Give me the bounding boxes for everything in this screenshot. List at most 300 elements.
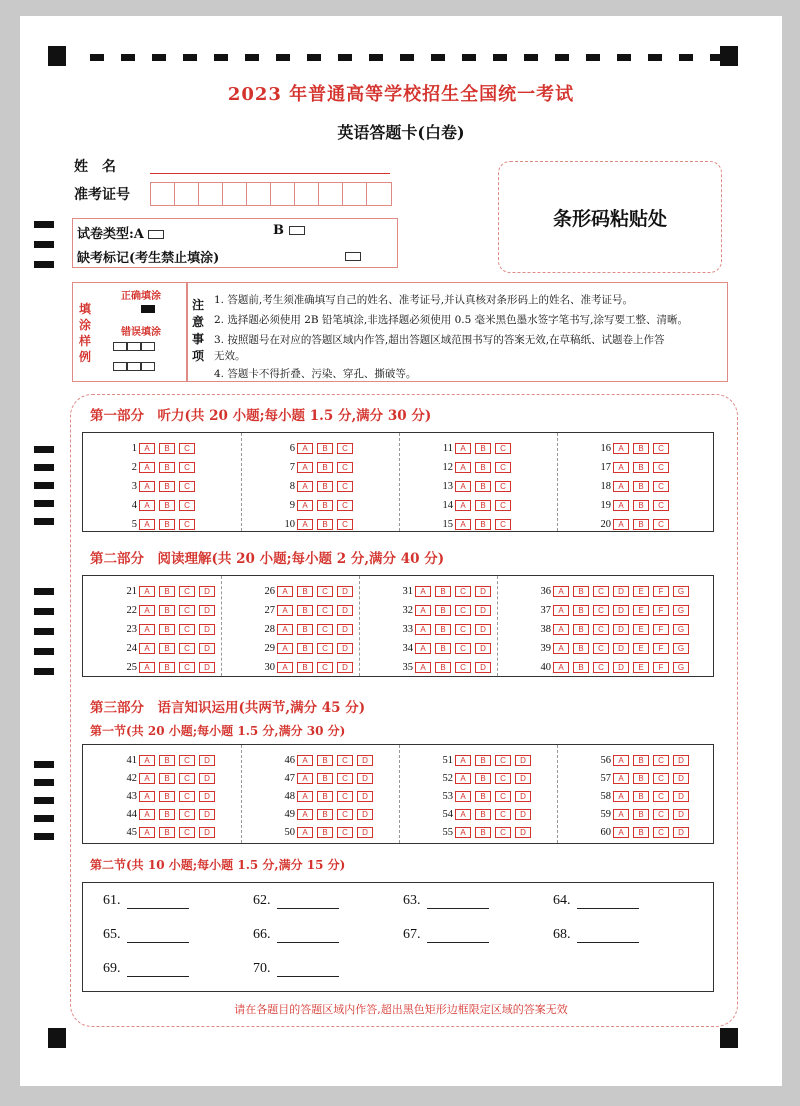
answer-bubble[interactable]: A bbox=[139, 462, 155, 473]
answer-bubble[interactable]: B bbox=[633, 462, 649, 473]
answer-bubble[interactable]: B bbox=[633, 755, 649, 766]
answer-bubble[interactable]: B bbox=[317, 755, 333, 766]
answer-bubble[interactable]: B bbox=[475, 462, 491, 473]
question-number: 50 bbox=[284, 827, 295, 838]
answer-bubble[interactable]: C bbox=[317, 586, 333, 597]
answer-bubble[interactable]: A bbox=[613, 462, 629, 473]
answer-bubble[interactable]: B bbox=[573, 605, 589, 616]
answer-bubble[interactable]: C bbox=[455, 643, 471, 654]
timing-mark bbox=[34, 608, 54, 615]
answer-bubble[interactable]: B bbox=[159, 624, 175, 635]
question-number: 12 bbox=[442, 462, 453, 473]
answer-bubble[interactable]: C bbox=[495, 443, 511, 454]
answer-bubble[interactable]: D bbox=[357, 773, 373, 784]
answer-bubble[interactable]: B bbox=[435, 643, 451, 654]
answer-bubble[interactable]: A bbox=[455, 791, 471, 802]
fill-blank-number: 67. bbox=[403, 927, 421, 942]
question-number: 37 bbox=[540, 605, 551, 616]
answer-bubble[interactable]: B bbox=[159, 500, 175, 511]
answer-bubble[interactable]: C bbox=[337, 773, 353, 784]
answer-bubble[interactable]: B bbox=[573, 662, 589, 673]
answer-bubble[interactable]: A bbox=[297, 481, 313, 492]
answer-bubble[interactable]: D bbox=[613, 605, 629, 616]
answer-bubble[interactable]: G bbox=[673, 586, 689, 597]
answer-bubble[interactable]: C bbox=[495, 827, 511, 838]
answer-bubble[interactable]: C bbox=[653, 481, 669, 492]
answer-bubble[interactable]: D bbox=[199, 827, 215, 838]
question-number: 46 bbox=[284, 755, 295, 766]
answer-bubble[interactable]: A bbox=[553, 662, 569, 673]
answer-bubble[interactable]: A bbox=[553, 624, 569, 635]
answer-bubble[interactable]: C bbox=[337, 500, 353, 511]
answer-bubble[interactable]: F bbox=[653, 605, 669, 616]
question-row bbox=[595, 827, 693, 838]
answer-bubble[interactable]: B bbox=[159, 827, 175, 838]
timing-mark bbox=[431, 54, 445, 61]
answer-bubble[interactable]: A bbox=[415, 643, 431, 654]
fill-blank-item bbox=[253, 961, 339, 977]
question-number: 11 bbox=[442, 443, 453, 454]
timing-mark bbox=[183, 54, 197, 61]
answer-bubble[interactable]: A bbox=[297, 519, 313, 530]
answer-bubble[interactable]: A bbox=[455, 773, 471, 784]
answer-bubble[interactable]: G bbox=[673, 662, 689, 673]
answer-bubble[interactable]: C bbox=[495, 462, 511, 473]
answer-bubble[interactable]: A bbox=[553, 586, 569, 597]
answer-bubble[interactable]: C bbox=[337, 791, 353, 802]
answer-bubble[interactable]: C bbox=[179, 500, 195, 511]
answer-bubble[interactable]: A bbox=[139, 586, 155, 597]
answer-bubble[interactable]: D bbox=[515, 809, 531, 820]
answer-bubble[interactable]: B bbox=[633, 443, 649, 454]
answer-bubble[interactable]: A bbox=[553, 643, 569, 654]
answer-bubble[interactable]: A bbox=[297, 809, 313, 820]
timing-mark bbox=[34, 628, 54, 635]
answer-bubble[interactable]: D bbox=[515, 791, 531, 802]
answer-bubble[interactable]: C bbox=[179, 481, 195, 492]
answer-bubble[interactable]: C bbox=[653, 791, 669, 802]
answer-bubble[interactable]: C bbox=[337, 755, 353, 766]
answer-bubble[interactable]: C bbox=[495, 755, 511, 766]
answer-bubble[interactable]: D bbox=[199, 643, 215, 654]
answer-bubble[interactable]: B bbox=[475, 827, 491, 838]
answer-bubble[interactable]: D bbox=[199, 624, 215, 635]
answer-bubble[interactable]: C bbox=[337, 519, 353, 530]
answer-bubble[interactable]: C bbox=[179, 773, 195, 784]
answer-bubble[interactable]: C bbox=[179, 643, 195, 654]
answer-bubble[interactable]: C bbox=[653, 773, 669, 784]
answer-bubble[interactable]: B bbox=[475, 791, 491, 802]
fill-blank-line[interactable] bbox=[277, 929, 339, 943]
question-row bbox=[397, 643, 495, 654]
answer-bubble[interactable]: B bbox=[297, 605, 313, 616]
answer-bubble[interactable]: D bbox=[199, 809, 215, 820]
answer-bubble[interactable]: B bbox=[633, 500, 649, 511]
answer-bubble[interactable]: D bbox=[199, 586, 215, 597]
question-row bbox=[437, 500, 515, 511]
answer-bubble[interactable]: D bbox=[337, 643, 353, 654]
answer-bubble[interactable]: D bbox=[515, 827, 531, 838]
fill-blank-line[interactable] bbox=[427, 929, 489, 943]
answer-bubble[interactable]: B bbox=[435, 586, 451, 597]
question-number: 21 bbox=[126, 586, 137, 597]
answer-bubble[interactable]: A bbox=[613, 791, 629, 802]
part3-title: 第三部分 语言知识运用(共两节,满分 45 分) bbox=[90, 700, 366, 716]
question-number: 59 bbox=[600, 809, 611, 820]
answer-bubble[interactable]: D bbox=[337, 624, 353, 635]
answer-bubble[interactable]: C bbox=[179, 755, 195, 766]
question-number: 42 bbox=[126, 773, 137, 784]
answer-bubble[interactable]: C bbox=[455, 586, 471, 597]
answer-bubble[interactable]: B bbox=[297, 586, 313, 597]
answer-bubble[interactable]: D bbox=[673, 791, 689, 802]
answer-bubble[interactable]: D bbox=[337, 586, 353, 597]
answer-bubble[interactable]: B bbox=[159, 481, 175, 492]
name-field[interactable] bbox=[150, 173, 390, 174]
answer-bubble[interactable]: A bbox=[139, 443, 155, 454]
answer-bubble[interactable]: C bbox=[495, 481, 511, 492]
answer-bubble[interactable]: C bbox=[337, 481, 353, 492]
answer-bubble[interactable]: B bbox=[317, 481, 333, 492]
answer-bubble[interactable]: C bbox=[593, 662, 609, 673]
answer-bubble[interactable]: A bbox=[455, 481, 471, 492]
answer-bubble[interactable]: A bbox=[613, 519, 629, 530]
answer-bubble[interactable]: C bbox=[179, 462, 195, 473]
answer-bubble[interactable]: D bbox=[199, 791, 215, 802]
answer-bubble[interactable]: F bbox=[653, 643, 669, 654]
question-row bbox=[121, 643, 219, 654]
answer-bubble[interactable]: A bbox=[297, 443, 313, 454]
answer-bubble[interactable]: D bbox=[337, 605, 353, 616]
answer-bubble[interactable]: D bbox=[673, 809, 689, 820]
answer-bubble[interactable]: C bbox=[653, 462, 669, 473]
fill-blank-item bbox=[103, 927, 189, 943]
answer-bubble[interactable]: B bbox=[435, 662, 451, 673]
answer-bubble[interactable]: A bbox=[139, 662, 155, 673]
answer-bubble[interactable]: C bbox=[337, 462, 353, 473]
answer-bubble[interactable]: B bbox=[317, 773, 333, 784]
fill-blank-line[interactable] bbox=[427, 895, 489, 909]
answer-bubble[interactable]: A bbox=[139, 809, 155, 820]
answer-bubble[interactable]: B bbox=[573, 586, 589, 597]
fill-blank-line[interactable] bbox=[127, 929, 189, 943]
timing-mark bbox=[555, 54, 569, 61]
answer-bubble[interactable]: B bbox=[475, 481, 491, 492]
answer-bubble[interactable]: B bbox=[159, 605, 175, 616]
question-row bbox=[437, 809, 535, 820]
answer-bubble[interactable]: D bbox=[337, 662, 353, 673]
answer-bubble[interactable]: B bbox=[159, 809, 175, 820]
answer-bubble[interactable]: A bbox=[455, 755, 471, 766]
answer-bubble[interactable]: A bbox=[277, 605, 293, 616]
answer-bubble[interactable]: C bbox=[653, 809, 669, 820]
answer-bubble[interactable]: C bbox=[653, 500, 669, 511]
answer-bubble[interactable]: B bbox=[633, 519, 649, 530]
answer-bubble[interactable]: A bbox=[455, 462, 471, 473]
answer-bubble[interactable]: A bbox=[297, 500, 313, 511]
answer-bubble[interactable]: C bbox=[593, 586, 609, 597]
answer-bubble[interactable]: C bbox=[653, 519, 669, 530]
answer-bubble[interactable]: A bbox=[415, 586, 431, 597]
answer-bubble[interactable]: A bbox=[613, 827, 629, 838]
answer-bubble[interactable]: B bbox=[317, 791, 333, 802]
answer-bubble[interactable]: A bbox=[277, 586, 293, 597]
answer-bubble[interactable]: A bbox=[613, 755, 629, 766]
fill-blank-line[interactable] bbox=[577, 929, 639, 943]
answer-bubble[interactable]: E bbox=[633, 624, 649, 635]
answer-bubble[interactable]: C bbox=[653, 827, 669, 838]
answer-bubble[interactable]: B bbox=[297, 643, 313, 654]
timing-mark bbox=[34, 588, 54, 595]
answer-bubble[interactable]: C bbox=[455, 605, 471, 616]
correct-fill-sample bbox=[141, 305, 155, 313]
answer-bubble[interactable]: B bbox=[159, 643, 175, 654]
answer-bubble[interactable]: A bbox=[415, 624, 431, 635]
answer-bubble[interactable]: D bbox=[357, 809, 373, 820]
answer-bubble[interactable]: A bbox=[455, 827, 471, 838]
question-number: 29 bbox=[264, 643, 275, 654]
answer-bubble[interactable]: A bbox=[415, 662, 431, 673]
question-number: 51 bbox=[442, 755, 453, 766]
fill-blank-line[interactable] bbox=[277, 895, 339, 909]
answer-bubble[interactable]: B bbox=[633, 809, 649, 820]
answer-bubble[interactable]: B bbox=[435, 624, 451, 635]
absent-mark-box[interactable] bbox=[345, 252, 361, 261]
answer-bubble[interactable]: B bbox=[159, 755, 175, 766]
answer-bubble[interactable]: A bbox=[139, 827, 155, 838]
answer-bubble[interactable]: C bbox=[179, 443, 195, 454]
answer-bubble[interactable]: A bbox=[139, 519, 155, 530]
fill-blank-line[interactable] bbox=[127, 963, 189, 977]
answer-bubble[interactable]: D bbox=[199, 605, 215, 616]
answer-bubble[interactable]: A bbox=[455, 500, 471, 511]
answer-bubble[interactable]: D bbox=[613, 586, 629, 597]
answer-bubble[interactable]: A bbox=[613, 481, 629, 492]
timing-mark bbox=[679, 54, 693, 61]
answer-bubble[interactable]: B bbox=[475, 443, 491, 454]
answer-bubble[interactable]: C bbox=[317, 605, 333, 616]
answer-bubble[interactable]: D bbox=[357, 791, 373, 802]
answer-bubble[interactable]: G bbox=[673, 643, 689, 654]
timing-mark bbox=[90, 54, 104, 61]
answer-bubble[interactable]: A bbox=[139, 791, 155, 802]
answer-bubble[interactable]: C bbox=[179, 605, 195, 616]
answer-bubble[interactable]: B bbox=[317, 462, 333, 473]
answer-bubble[interactable]: A bbox=[297, 462, 313, 473]
answer-bubble[interactable]: D bbox=[199, 755, 215, 766]
answer-bubble[interactable]: B bbox=[435, 605, 451, 616]
answer-bubble[interactable]: D bbox=[515, 773, 531, 784]
answer-bubble[interactable]: F bbox=[653, 662, 669, 673]
answer-bubble[interactable]: C bbox=[495, 791, 511, 802]
answer-bubble[interactable]: A bbox=[139, 624, 155, 635]
answer-bubble[interactable]: B bbox=[297, 662, 313, 673]
answer-bubble[interactable]: A bbox=[297, 791, 313, 802]
question-row bbox=[121, 586, 219, 597]
answer-bubble[interactable]: C bbox=[337, 443, 353, 454]
fill-blank-number: 63. bbox=[403, 893, 421, 908]
answer-bubble[interactable]: B bbox=[297, 624, 313, 635]
id-number-boxes[interactable] bbox=[150, 182, 392, 206]
answer-bubble[interactable]: B bbox=[317, 500, 333, 511]
question-number: 10 bbox=[284, 519, 295, 530]
paper-type-b-box[interactable] bbox=[289, 226, 305, 235]
answer-bubble[interactable]: E bbox=[633, 586, 649, 597]
answer-bubble[interactable]: B bbox=[573, 624, 589, 635]
answer-bubble[interactable]: A bbox=[297, 755, 313, 766]
question-row bbox=[279, 809, 377, 820]
answer-bubble[interactable]: G bbox=[673, 624, 689, 635]
answer-bubble[interactable]: B bbox=[475, 500, 491, 511]
answer-bubble[interactable]: A bbox=[277, 624, 293, 635]
answer-bubble[interactable]: C bbox=[495, 500, 511, 511]
column-divider bbox=[497, 576, 498, 676]
answer-bubble[interactable]: B bbox=[573, 643, 589, 654]
answer-bubble[interactable]: C bbox=[337, 809, 353, 820]
answer-bubble[interactable]: B bbox=[633, 791, 649, 802]
answer-bubble[interactable]: B bbox=[633, 827, 649, 838]
answer-bubble[interactable]: C bbox=[495, 809, 511, 820]
answer-bubble[interactable]: B bbox=[159, 462, 175, 473]
footer-note: 请在各题目的答题区域内作答,超出黑色矩形边框限定区域的答案无效 bbox=[234, 1003, 568, 1016]
answer-bubble[interactable]: A bbox=[415, 605, 431, 616]
answer-bubble[interactable]: C bbox=[593, 643, 609, 654]
answer-bubble[interactable]: C bbox=[337, 827, 353, 838]
answer-bubble[interactable]: C bbox=[653, 443, 669, 454]
answer-bubble[interactable]: B bbox=[159, 443, 175, 454]
answer-bubble[interactable]: C bbox=[495, 773, 511, 784]
corner-mark bbox=[48, 1028, 66, 1048]
answer-bubble[interactable]: D bbox=[515, 755, 531, 766]
answer-bubble[interactable]: D bbox=[475, 662, 491, 673]
answer-bubble[interactable]: G bbox=[673, 605, 689, 616]
fill-blank-line[interactable] bbox=[277, 963, 339, 977]
answer-bubble[interactable]: A bbox=[139, 605, 155, 616]
answer-bubble[interactable]: D bbox=[613, 662, 629, 673]
fill-blank-line[interactable] bbox=[577, 895, 639, 909]
answer-bubble[interactable]: B bbox=[317, 519, 333, 530]
answer-bubble[interactable]: D bbox=[357, 827, 373, 838]
answer-bubble[interactable]: C bbox=[593, 624, 609, 635]
answer-bubble[interactable]: D bbox=[475, 643, 491, 654]
answer-bubble[interactable]: E bbox=[633, 605, 649, 616]
question-number: 3 bbox=[131, 481, 137, 492]
answer-bubble[interactable]: C bbox=[179, 809, 195, 820]
answer-bubble[interactable]: A bbox=[455, 809, 471, 820]
answer-bubble[interactable]: D bbox=[673, 755, 689, 766]
answer-bubble[interactable]: A bbox=[139, 481, 155, 492]
answer-bubble[interactable]: A bbox=[277, 643, 293, 654]
question-number: 39 bbox=[540, 643, 551, 654]
instruction-1: 1. 答题前,考生须准确填写自己的姓名、准考证号,并认真核对条形码上的姓名、准考证号。 bbox=[214, 294, 634, 306]
answer-bubble[interactable]: C bbox=[179, 791, 195, 802]
question-row bbox=[535, 662, 693, 673]
answer-bubble[interactable]: A bbox=[139, 643, 155, 654]
answer-bubble[interactable]: D bbox=[475, 586, 491, 597]
answer-bubble[interactable]: D bbox=[475, 605, 491, 616]
answer-bubble[interactable]: C bbox=[317, 643, 333, 654]
fill-blank-line[interactable] bbox=[127, 895, 189, 909]
answer-bubble[interactable]: C bbox=[179, 519, 195, 530]
answer-bubble[interactable]: D bbox=[613, 643, 629, 654]
answer-bubble[interactable]: C bbox=[179, 827, 195, 838]
question-row bbox=[121, 755, 219, 766]
answer-bubble[interactable]: D bbox=[199, 773, 215, 784]
answer-bubble[interactable]: B bbox=[633, 773, 649, 784]
answer-bubble[interactable]: C bbox=[455, 662, 471, 673]
answer-bubble[interactable]: B bbox=[475, 809, 491, 820]
column-divider bbox=[241, 433, 242, 531]
question-number: 19 bbox=[600, 500, 611, 511]
answer-bubble[interactable]: B bbox=[633, 481, 649, 492]
answer-bubble[interactable]: A bbox=[139, 773, 155, 784]
answer-bubble[interactable]: B bbox=[159, 519, 175, 530]
answer-bubble[interactable]: C bbox=[317, 624, 333, 635]
answer-bubble[interactable]: D bbox=[357, 755, 373, 766]
answer-bubble[interactable]: A bbox=[455, 443, 471, 454]
answer-bubble[interactable]: B bbox=[475, 519, 491, 530]
answer-bubble[interactable]: D bbox=[199, 662, 215, 673]
answer-bubble[interactable]: A bbox=[277, 662, 293, 673]
answer-bubble[interactable]: A bbox=[139, 500, 155, 511]
answer-bubble[interactable]: A bbox=[139, 755, 155, 766]
timing-mark bbox=[34, 668, 54, 675]
fill-blank-number: 62. bbox=[253, 893, 271, 908]
answer-bubble[interactable]: B bbox=[317, 809, 333, 820]
answer-bubble[interactable]: A bbox=[613, 773, 629, 784]
answer-bubble[interactable]: E bbox=[633, 643, 649, 654]
answer-bubble[interactable]: F bbox=[653, 586, 669, 597]
answer-bubble[interactable]: C bbox=[455, 624, 471, 635]
question-row bbox=[437, 773, 535, 784]
answer-bubble[interactable]: A bbox=[297, 773, 313, 784]
answer-bubble[interactable]: A bbox=[613, 809, 629, 820]
paper-type-a-box[interactable] bbox=[148, 230, 164, 239]
answer-bubble[interactable]: D bbox=[475, 624, 491, 635]
answer-bubble[interactable]: D bbox=[673, 773, 689, 784]
question-number: 36 bbox=[540, 586, 551, 597]
answer-bubble[interactable]: A bbox=[613, 500, 629, 511]
answer-bubble[interactable]: C bbox=[179, 662, 195, 673]
answer-bubble[interactable]: D bbox=[673, 827, 689, 838]
answer-bubble[interactable]: B bbox=[475, 755, 491, 766]
timing-mark bbox=[34, 500, 54, 507]
answer-bubble[interactable]: B bbox=[159, 773, 175, 784]
answer-bubble[interactable]: A bbox=[297, 827, 313, 838]
answer-bubble[interactable]: C bbox=[179, 586, 195, 597]
answer-bubble[interactable]: B bbox=[159, 791, 175, 802]
answer-bubble[interactable]: A bbox=[455, 519, 471, 530]
answer-bubble[interactable]: E bbox=[633, 662, 649, 673]
answer-bubble[interactable]: C bbox=[653, 755, 669, 766]
question-row bbox=[397, 624, 495, 635]
question-number: 57 bbox=[600, 773, 611, 784]
answer-bubble[interactable]: C bbox=[593, 605, 609, 616]
answer-bubble[interactable]: B bbox=[317, 443, 333, 454]
question-number: 40 bbox=[540, 662, 551, 673]
answer-bubble[interactable]: A bbox=[613, 443, 629, 454]
answer-bubble[interactable]: B bbox=[159, 586, 175, 597]
answer-bubble[interactable]: C bbox=[495, 519, 511, 530]
answer-bubble[interactable]: B bbox=[475, 773, 491, 784]
answer-bubble[interactable]: A bbox=[553, 605, 569, 616]
answer-bubble[interactable]: D bbox=[613, 624, 629, 635]
answer-bubble[interactable]: C bbox=[179, 624, 195, 635]
answer-bubble[interactable]: C bbox=[317, 662, 333, 673]
answer-bubble[interactable]: F bbox=[653, 624, 669, 635]
answer-bubble[interactable]: B bbox=[159, 662, 175, 673]
answer-bubble[interactable]: B bbox=[317, 827, 333, 838]
